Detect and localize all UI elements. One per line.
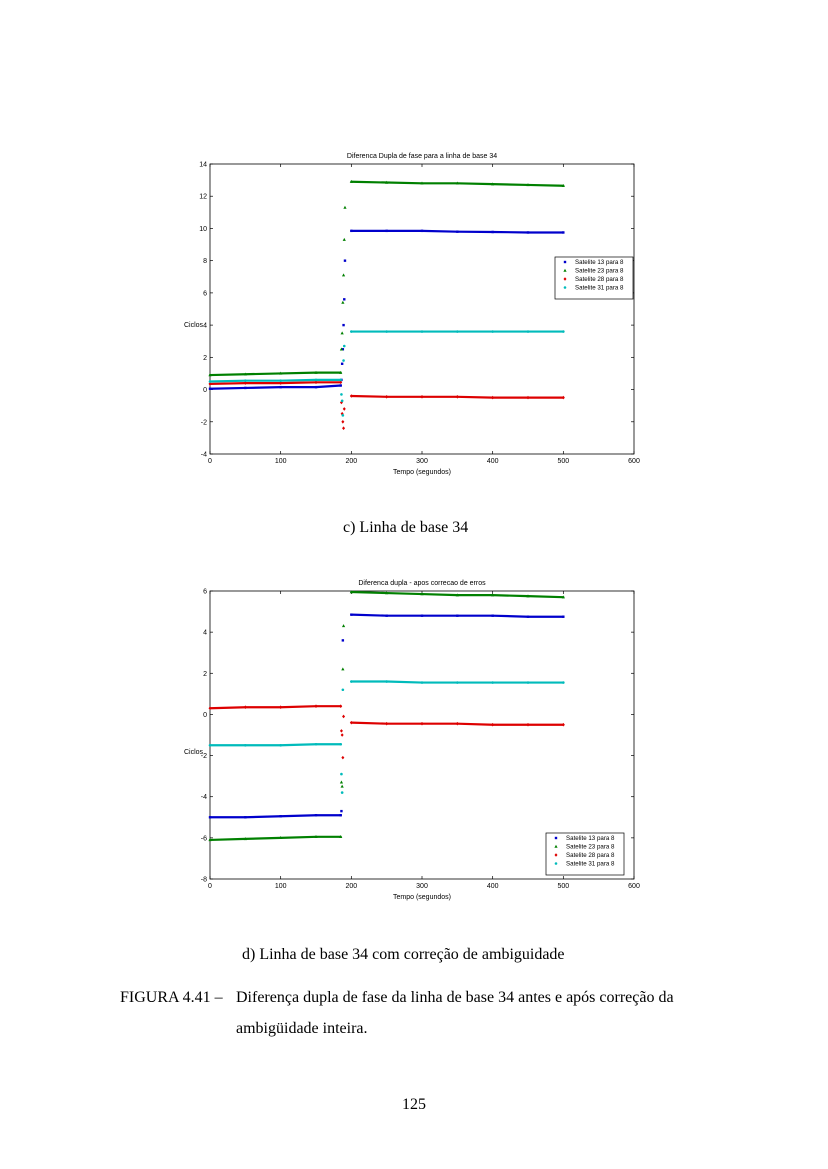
- figure-caption: [120, 982, 720, 1044]
- chart-2-data-point: [340, 814, 342, 816]
- chart-2-y-tick-label: 4: [203, 629, 207, 637]
- chart-2-y-tick-label: -4: [200, 794, 207, 802]
- chart-2-data-point: [244, 705, 247, 709]
- chart-2-y-axis-label: Ciclos: [184, 749, 204, 756]
- chart-1-data-point: [421, 330, 424, 333]
- chart-2-data-point: [456, 722, 459, 726]
- chart-2-data-point: [385, 722, 388, 726]
- chart-1-data-point: [456, 230, 458, 232]
- chart-2-data-point: [562, 681, 565, 684]
- chart-1-data-point: [456, 330, 459, 333]
- chart-2-data-point: [350, 613, 352, 615]
- chart-2-data-point: [279, 744, 282, 747]
- chart-1-data-point: [350, 330, 353, 333]
- chart-1-data-point: [527, 231, 529, 233]
- chart-1-data-point: [562, 330, 565, 333]
- chart-1-series-2: [208, 180, 565, 376]
- chart-1-y-tick-label: 10: [199, 225, 207, 233]
- chart-2-data-point: [385, 680, 388, 683]
- chart-1-data-point: [491, 396, 494, 400]
- chart-1-series-2-trace: [210, 373, 341, 375]
- figure-caption-line-2: ambigüidade inteira.: [236, 1020, 368, 1037]
- chart-1-plot-frame: [210, 164, 634, 454]
- chart-1-data-point: [421, 395, 424, 399]
- chart-1-transition-point: [341, 363, 343, 365]
- chart-2-data-point: [244, 744, 247, 747]
- chart-2-title: Diferenca dupla - apos correcao de erros: [358, 580, 486, 587]
- chart-2-data-point: [527, 681, 530, 684]
- chart-1-data-point: [244, 387, 246, 389]
- chart-1-data-point: [340, 384, 342, 386]
- chart-2-data-point: [421, 681, 424, 684]
- chart-1-transition-point: [343, 298, 345, 300]
- chart-2-x-tick-label: 600: [628, 883, 640, 890]
- chart-1-data-point: [315, 386, 317, 388]
- chart-2-transition-point: [341, 785, 344, 788]
- chart-1-legend-label: Satelite 31 para 8: [575, 284, 624, 292]
- chart-2-legend: [546, 833, 624, 875]
- chart-2-y-tick-label: 0: [203, 711, 207, 719]
- chart-1-data-point: [562, 231, 564, 233]
- chart-2-series-4-trace: [210, 744, 341, 745]
- chart-1-data-point: [456, 395, 459, 399]
- chart-2-data-point: [456, 614, 458, 616]
- chart-2-x-tick-label: 400: [486, 883, 499, 890]
- chart-2-data-point: [209, 816, 211, 818]
- chart-2-data-point: [456, 681, 459, 684]
- chart-1-y-tick-label: 6: [203, 290, 207, 298]
- chart-1-data-point: [385, 330, 388, 333]
- chart-1-legend-label: Satelite 23 para 8: [575, 267, 624, 275]
- chart-2-data-point: [350, 680, 353, 683]
- chart-2-legend-marker: [555, 837, 557, 839]
- chart-1-legend: [555, 257, 633, 299]
- chart-1-title: Diferenca Dupla de fase para a linha de base 34: [346, 153, 498, 160]
- chart-2-transition-point: [340, 781, 343, 784]
- chart-1-y-tick-label: 14: [199, 161, 207, 169]
- chart-1-transition-point: [341, 331, 344, 334]
- chart-2-data-point: [491, 614, 493, 616]
- chart-1-transition-point: [340, 393, 343, 396]
- chart-1-y-tick-label: 8: [203, 258, 207, 266]
- chart-1-transition-point: [341, 301, 344, 304]
- chart-1-legend-marker: [564, 286, 567, 289]
- chart-1-y-tick-label: -4: [200, 451, 207, 459]
- chart-2-data-point: [562, 723, 565, 727]
- chart-1-series-1: [209, 230, 565, 390]
- chart-1-data-point: [209, 388, 211, 390]
- chart-1-data-point: [350, 394, 353, 398]
- chart-1-series-3-trace: [210, 382, 341, 384]
- chart-2-x-tick-label: 500: [557, 883, 570, 890]
- chart-1-x-tick-label: 500: [557, 458, 570, 465]
- phase-difference-chart-1: [0, 140, 828, 620]
- chart-2-legend-marker: [555, 862, 558, 865]
- chart-2-series-2-trace: [210, 837, 341, 840]
- figure-caption-line-1: Diferença dupla de fase da linha de base 34 antes e após correção da: [236, 989, 674, 1006]
- chart-2-x-tick-label: 100: [274, 883, 287, 890]
- chart-1-x-tick-label: 100: [274, 458, 287, 465]
- chart-2-x-tick-label: 0: [208, 883, 212, 890]
- chart-1-transition-point: [343, 345, 346, 348]
- chart-1-data-point: [421, 230, 423, 232]
- chart-1-transition-point: [341, 400, 344, 403]
- chart-1-data-point: [385, 395, 388, 399]
- chart-1-y-tick-label: 4: [203, 322, 207, 330]
- chart-1-x-tick-label: 200: [345, 458, 358, 465]
- chart-2-data-point: [527, 616, 529, 618]
- chart-1-legend-label: Satelite 28 para 8: [575, 276, 624, 283]
- chart-1-data-point: [279, 386, 281, 388]
- chart-2-data-point: [491, 681, 494, 684]
- chart-1-y-tick-label: -2: [200, 419, 207, 427]
- chart-2-y-tick-label: 6: [203, 588, 207, 596]
- chart-1-legend-label: Satelite 13 para 8: [575, 259, 624, 266]
- chart-2-transition-point: [342, 624, 345, 627]
- chart-1-y-axis-label: Ciclos: [184, 322, 204, 329]
- chart-2-data-point: [421, 722, 424, 726]
- chart-2-data-point: [385, 614, 387, 616]
- chart-2-transition-point: [341, 756, 344, 760]
- chart-2-transition-point: [340, 729, 343, 733]
- chart-2-series-2: [208, 590, 565, 841]
- chart-1-transition-point: [343, 238, 346, 241]
- chart-2-y-tick-label: -2: [200, 753, 207, 761]
- chart-2-data-point: [339, 704, 342, 708]
- chart-2-y-tick-label: -8: [200, 876, 207, 884]
- chart-2-transition-point: [342, 639, 344, 641]
- chart-1-transition-point: [342, 426, 345, 430]
- chart-1-y-tick-label: 12: [199, 193, 207, 201]
- chart-2-transition-point: [341, 667, 344, 670]
- chart-1-data-point: [491, 231, 493, 233]
- chart-2-transition-point: [341, 733, 344, 737]
- chart-2-data-point: [315, 814, 317, 816]
- chart-2-legend-label: Satelite 23 para 8: [566, 843, 615, 851]
- chart-2-transition-point: [342, 688, 345, 691]
- chart-1-y-tick-label: 0: [203, 387, 207, 395]
- chart-1-data-point: [315, 379, 318, 382]
- chart-1-data-point: [339, 379, 342, 382]
- chart-1-data-point: [350, 230, 352, 232]
- chart-2-data-point: [491, 723, 494, 727]
- chart-2-data-point: [279, 705, 282, 709]
- chart-1-transition-point: [341, 420, 344, 424]
- chart-2-series-4: [209, 680, 565, 794]
- chart-1-transition-point: [342, 273, 345, 276]
- chart-2-data-point: [244, 816, 246, 818]
- chart-2-legend-label: Satelite 31 para 8: [566, 860, 615, 868]
- chart-1-data-point: [385, 230, 387, 232]
- chart-1-data-point: [244, 379, 247, 382]
- chart-2-legend-label: Satelite 13 para 8: [566, 835, 615, 842]
- chart-1-transition-point: [343, 206, 346, 209]
- chart-2-series-1-trace: [210, 815, 341, 817]
- chart-2-data-point: [315, 704, 318, 708]
- chart-2-data-point: [209, 744, 212, 747]
- chart-2-x-axis-label: Tempo (segundos): [393, 894, 451, 901]
- chart-1-transition-point: [342, 414, 345, 417]
- chart-2-legend-label: Satelite 28 para 8: [566, 852, 615, 859]
- chart-2-series-1: [209, 613, 565, 818]
- chart-2-data-point: [209, 706, 212, 710]
- chart-1-transition-point: [342, 324, 344, 326]
- chart-1-transition-point: [342, 359, 345, 362]
- chart-1-caption: c) Linha de base 34: [343, 519, 469, 536]
- chart-2-data-point: [350, 721, 353, 725]
- figure-label: FIGURA 4.41 –: [120, 989, 223, 1006]
- chart-1-data-point: [527, 396, 530, 400]
- chart-1-x-tick-label: 600: [628, 458, 640, 465]
- chart-2-data-point: [315, 743, 318, 746]
- chart-1-y-tick-label: 2: [203, 354, 207, 362]
- phase-difference-chart-2: [0, 572, 828, 912]
- chart-2-caption: d) Linha de base 34 com correção de ambiguidade: [242, 946, 565, 963]
- chart-1-data-point: [527, 330, 530, 333]
- chart-1-x-tick-label: 0: [208, 458, 212, 465]
- chart-2-transition-point: [340, 773, 343, 776]
- chart-2-y-tick-label: 2: [203, 670, 207, 678]
- chart-2-transition-point: [340, 810, 342, 812]
- chart-1-transition-point: [344, 259, 346, 261]
- chart-1-data-point: [562, 396, 565, 400]
- chart-2-data-point: [339, 743, 342, 746]
- chart-1-legend-marker: [564, 261, 566, 263]
- chart-1-series-1-trace: [210, 386, 341, 389]
- chart-2-data-point: [421, 614, 423, 616]
- chart-2-y-tick-label: -6: [200, 835, 207, 843]
- chart-2-transition-point: [342, 715, 345, 719]
- chart-2-series-3-trace: [210, 706, 341, 708]
- chart-2-data-point: [562, 616, 564, 618]
- chart-1-data-point: [279, 379, 282, 382]
- chart-1-data-point: [491, 330, 494, 333]
- chart-2-data-point: [527, 723, 530, 727]
- chart-2-data-point: [279, 815, 281, 817]
- chart-1-x-tick-label: 400: [486, 458, 499, 465]
- chart-2-x-tick-label: 200: [345, 883, 358, 890]
- chart-2-x-tick-label: 300: [416, 883, 428, 890]
- chart-2-series-3: [209, 704, 565, 759]
- chart-2-transition-point: [341, 791, 344, 794]
- chart-1-transition-point: [343, 407, 346, 411]
- chart-1-x-tick-label: 300: [416, 458, 428, 465]
- chart-1-x-axis-label: Tempo (segundos): [393, 469, 451, 476]
- page-number: 125: [402, 1096, 426, 1113]
- chart-1-data-point: [209, 380, 212, 383]
